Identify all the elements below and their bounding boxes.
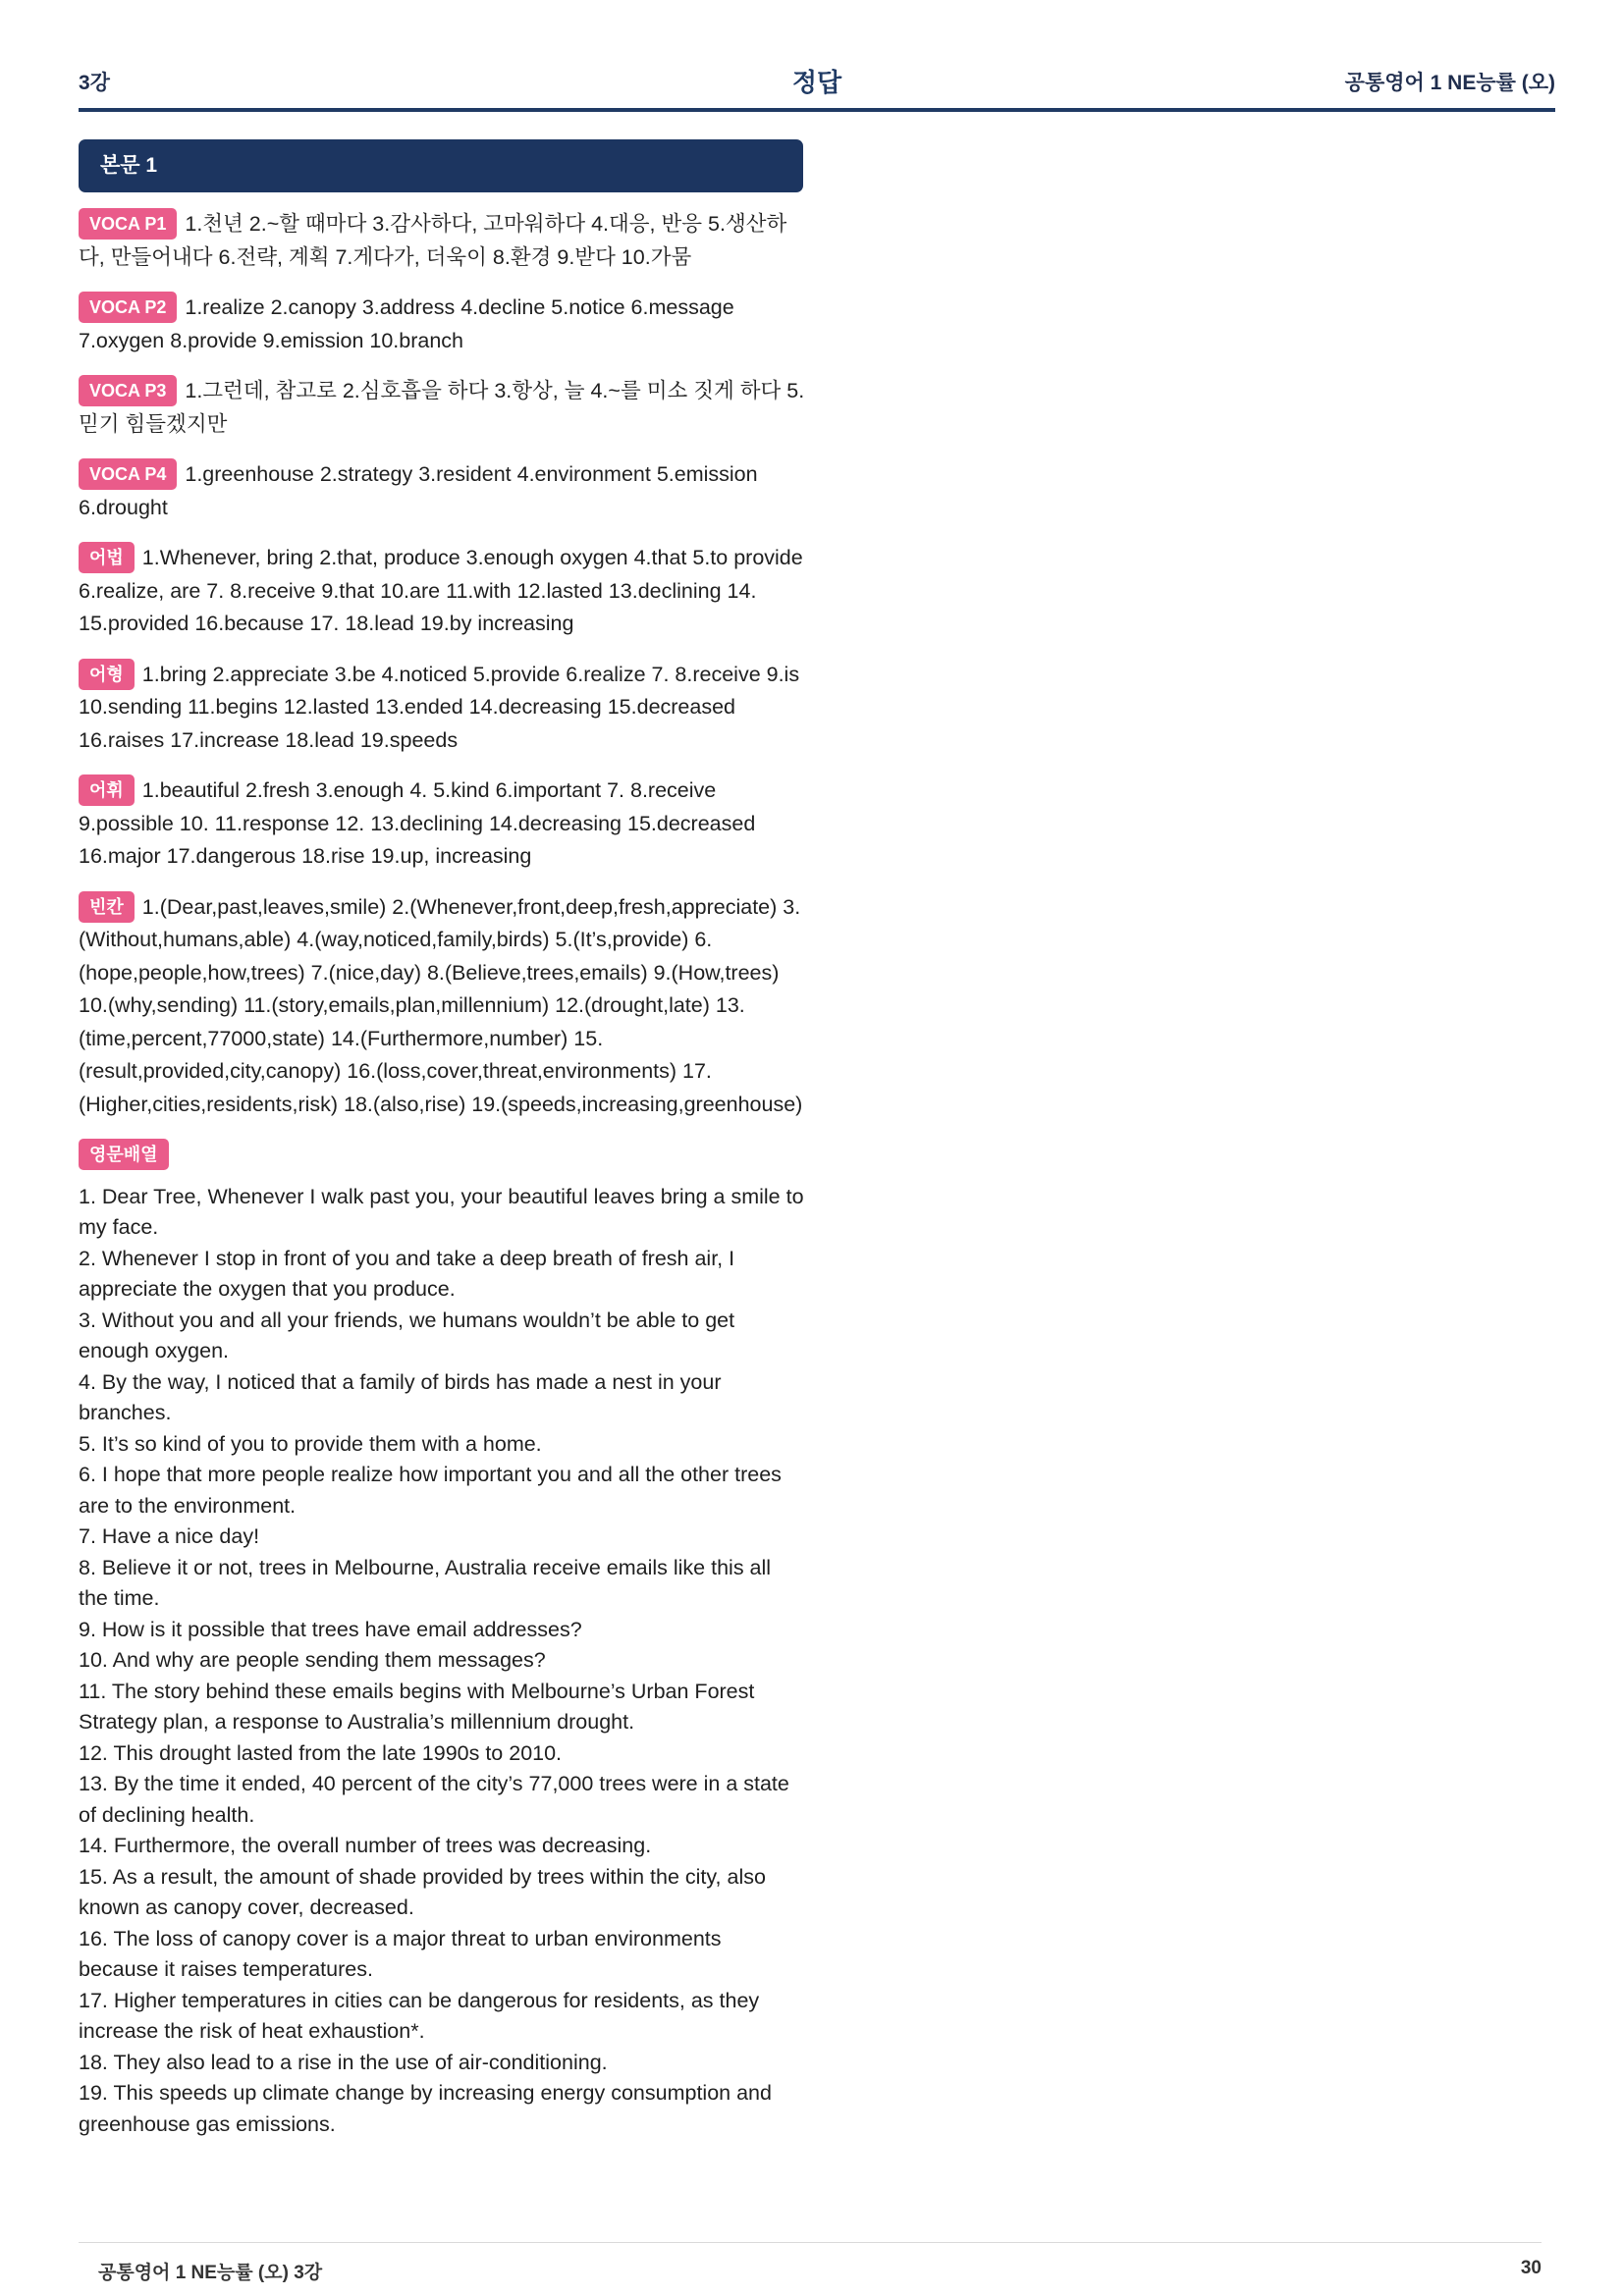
answer-badge: 어휘 (79, 774, 135, 806)
sentence-item: 7. Have a nice day! (79, 1524, 260, 1548)
sentence-item: 11. The story behind these emails begins with Melbourne’s Urban Forest Strategy plan, a response to Australia’s millennium drought. (79, 1679, 755, 1734)
answer-badge: 어형 (79, 659, 135, 690)
answer-block-voca-p2 (79, 292, 805, 357)
answer-text: 1.그런데, 참고로 2.심호흡을 하다 3.항상, 늘 4.~를 미소 짓게 하다 5.믿기 힘들겠지만 (79, 379, 805, 436)
lesson-label: 3강 (79, 72, 110, 94)
section-title-bar: 본문 1 (79, 139, 803, 192)
answer-text: 1.realize 2.canopy 3.address 4.decline 5.notice 6.message 7.oxygen 8.provide 9.emission 10.branch (79, 295, 734, 352)
answer-block-voca-p3 (79, 375, 805, 441)
answer-block-voca-p1 (79, 208, 805, 274)
sentence-item: 3. Without you and all your friends, we humans wouldn’t be able to get enough oxygen. (79, 1308, 735, 1362)
answer-text: 1.Whenever, bring 2.that, produce 3.enough oxygen 4.that 5.to provide 6.realize, are 7. 8.receive 9.that 10.are 11.with 12.lasted 13.declining 14. 15.provided 16.because 17. 18.lead 19.by increasing (79, 546, 803, 635)
answer-text: 1.천년 2.~할 때마다 3.감사하다, 고마워하다 4.대응, 반응 5.생산하다, 만들어내다 6.전략, 계획 7.게다가, 더욱이 8.환경 9.받다 10.가뭄 (79, 212, 787, 269)
answer-badge: 영문배열 (79, 1139, 169, 1170)
answer-block-grammar (79, 542, 805, 641)
answer-badge: 빈칸 (79, 891, 135, 923)
answer-block-word-form (79, 659, 805, 758)
sentence-item: 4. By the way, I noticed that a family of birds has made a nest in your branches. (79, 1369, 722, 1424)
answer-text: 1.greenhouse 2.strategy 3.resident 4.environment 5.emission 6.drought (79, 462, 758, 519)
sentence-item: 1. Dear Tree, Whenever I walk past you, your beautiful leaves bring a smile to my face. (79, 1184, 804, 1239)
book-title: 공통영어 1 NE능률 (오) (1344, 72, 1555, 94)
answer-badge: VOCA P3 (79, 375, 177, 406)
sentence-item: 18. They also lead to a rise in the use of air-conditioning. (79, 2050, 608, 2074)
answer-text: 1.beautiful 2.fresh 3.enough 4. 5.kind 6.important 7. 8.receive 9.possible 10. 11.response 12. 13.declining 14.decreasing 15.decreased 16.major 17.dangerous 18.rise 19.up, increasing (79, 778, 756, 868)
page-title: 정답 (791, 68, 842, 97)
sentence-item: 6. I hope that more people realize how important you and all the other trees are to the environment. (79, 1463, 782, 1518)
sentence-item: 14. Furthermore, the overall number of trees was decreasing. (79, 1834, 652, 1857)
answer-text: 1.bring 2.appreciate 3.be 4.noticed 5.provide 6.realize 7. 8.receive 9.is 10.sending 11.begins 12.lasted 13.ended 14.decreasing 15.decreased 16.raises 17.increase 18.lead 19.speeds (79, 662, 800, 752)
footer-book-label: 공통영어 1 NE능률 (오) 3강 (98, 2263, 323, 2283)
sentence-item: 16. The loss of canopy cover is a major threat to urban environments because it raises temperatures. (79, 1926, 722, 1981)
page-header (79, 63, 1555, 102)
sentence-item: 19. This speeds up climate change by increasing energy consumption and greenhouse gas emissions. (79, 2081, 772, 2136)
header-divider (79, 108, 1555, 112)
answer-badge: 어법 (79, 542, 135, 573)
sentence-item: 10. And why are people sending them messages? (79, 1648, 546, 1672)
sentence-item: 2. Whenever I stop in front of you and take a deep breath of fresh air, I appreciate the oxygen that you produce. (79, 1246, 735, 1301)
sentence-item: 5. It’s so kind of you to provide them with a home. (79, 1431, 542, 1456)
answer-text: 1.(Dear,past,leaves,smile) 2.(Whenever,front,deep,fresh,appreciate) 3.(Without,humans,able) 4.(way,noticed,family,birds) 5.(It’s,provide) 6.(hope,people,how,trees) 7.(nice,day) 8.(Believe,trees,emails) 9.(How,trees) 10.(why,sending) 11.(story,emails,plan,millennium) 12.(drought,late) 13.(time,percent,77000,state) 14.(Furthermore,number) 15.(result,provided,city,canopy) 16.(loss,cover,threat,environments) 17.(Higher,cities,residents,risk) 18.(also,rise) 19.(speeds,increasing,greenhouse) (79, 894, 803, 1116)
sentence-item: 9. How is it possible that trees have email addresses? (79, 1617, 582, 1641)
answer-block-vocabulary (79, 774, 805, 874)
sentence-item: 13. By the time it ended, 40 percent of the city’s 77,000 trees were in a state of declining health. (79, 1772, 789, 1827)
answer-block-blank (79, 891, 805, 1122)
answer-badge: VOCA P2 (79, 292, 177, 323)
footer-divider (79, 2242, 1542, 2243)
page-number: 30 (1520, 2258, 1542, 2278)
answer-badge: VOCA P1 (79, 208, 177, 240)
sentence-item: 8. Believe it or not, trees in Melbourne, Australia receive emails like this all the time. (79, 1555, 772, 1610)
sentence-arrangement (79, 1139, 805, 2140)
answer-badge: VOCA P4 (79, 458, 177, 490)
answer-column (79, 208, 805, 2158)
sentence-item: 12. This drought lasted from the late 1990s to 2010. (79, 1740, 563, 1765)
sentence-item: 17. Higher temperatures in cities can be dangerous for residents, as they increase the risk of heat exhaustion*. (79, 1988, 760, 2043)
sentence-list (79, 1182, 805, 2141)
answer-block-voca-p4 (79, 458, 805, 524)
sentence-item: 15. As a result, the amount of shade provided by trees within the city, also known as canopy cover, decreased. (79, 1864, 766, 1919)
